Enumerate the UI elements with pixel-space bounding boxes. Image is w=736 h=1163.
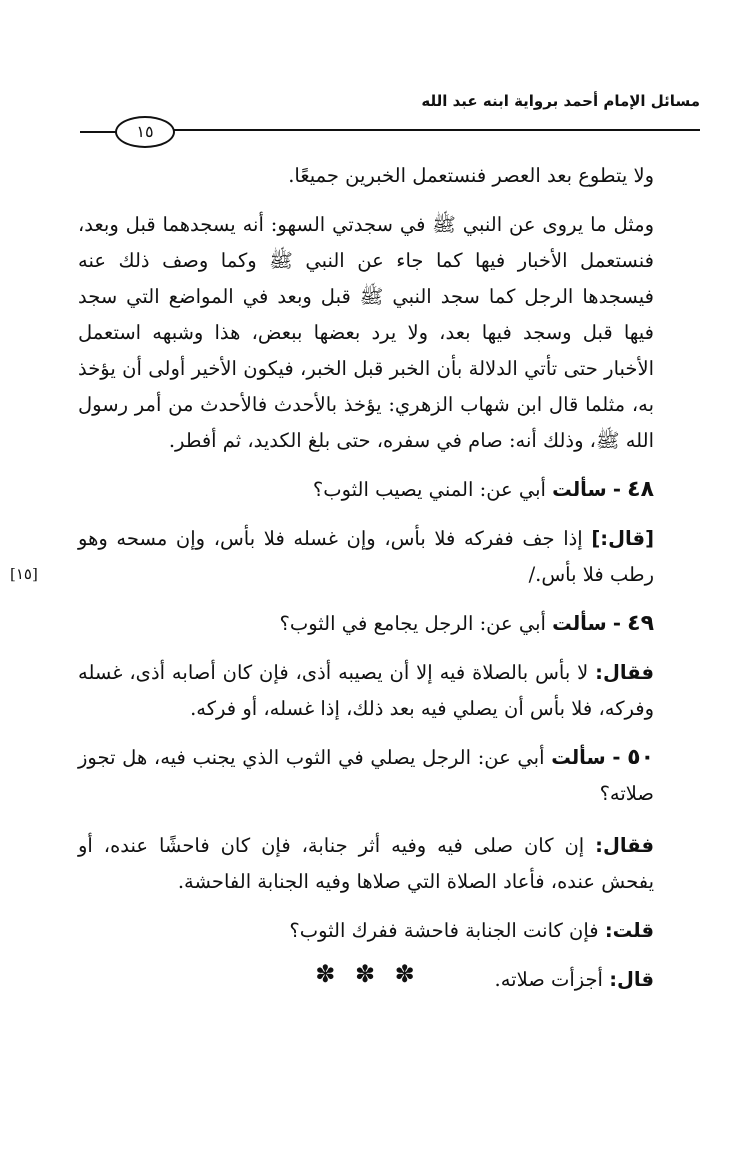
answer-text: أجزأت صلاته. [494, 968, 603, 991]
answer-text: فإن كانت الجنابة فاحشة ففرك الثوب؟ [289, 919, 599, 942]
paragraph: ولا يتطوع بعد العصر فنستعمل الخبرين جميعًا. [288, 164, 654, 187]
margin-page-reference: [١٥] [10, 565, 38, 583]
answer [78, 655, 654, 727]
section-end-ornament: ✽ ✽ ✽ [315, 960, 421, 988]
answer-text: لا بأس بالصلاة فيه إلا أن يصيبه أذى، فإن كان أصابه أذى، غسله وفركه، فلا بأس أن يصلي فيه بعد ذلك، إذا غسله، أو فركه. [78, 661, 654, 720]
header-rule-left [80, 131, 118, 133]
question-label: سألت [552, 478, 607, 501]
question-label: سألت [551, 746, 606, 769]
question-text: أبي عن: الرجل يجامع في الثوب؟ [279, 612, 546, 635]
answer-text: إذا جف ففركه فلا بأس، وإن غسله فلا بأس، وإن مسحه وهو رطب فلا بأس./ [78, 527, 654, 586]
header-rule [118, 129, 700, 131]
answer [78, 521, 654, 593]
question-number: ٤٩ [627, 611, 654, 636]
question-50: ٥٠ - سألت أبي عن: الرجل يصلي في الثوب الذي يجنب فيه، هل تجوز صلاته؟ [78, 745, 655, 805]
question-label: سألت [552, 612, 607, 635]
question-number: ٤٨ [627, 477, 654, 502]
answer-label: قلت: [604, 919, 654, 942]
answer-label: قال: [609, 968, 654, 991]
body-text [78, 158, 654, 998]
paragraph: ومثل ما يروى عن النبي ﷺ في سجدتي السهو: أنه يسجدهما قبل وبعد، فنستعمل الأخبار فيها كما جاء عن النبي ﷺ وكما وصف ذلك عنه فيسجدها الرجل كما سجد النبي ﷺ قبل وبعد في المواضع التي سجد فيها قبل وسجد فيها بعد، ولا يرد بعضها ببعض، هذا وشبهه استعمل الأخبار حتى تأتي الدلالة بأن الخبر قبل الخبر، فيكون الأخير أولى أن يؤخذ به، مثلما قال ابن شهاب الزهري: يؤخذ بالأحدث فالأحدث من أمر رسول الله ﷺ، وذلك أنه: صام في سفره، حتى بلغ الكديد، ثم أفطر. [78, 213, 654, 452]
question-text: أبي عن: الرجل يصلي في الثوب الذي يجنب فيه، هل تجوز صلاته؟ [78, 746, 654, 805]
page-number: ١٥ [115, 116, 175, 148]
question-text: أبي عن: المني يصيب الثوب؟ [312, 478, 546, 501]
follow-up-question [78, 913, 654, 949]
answer-label: فقال: [595, 661, 654, 684]
question-number: ٥٠ [627, 745, 655, 770]
answer-label: فقال: [595, 834, 655, 857]
running-title: مسائل الإمام أحمد برواية ابنه عبد الله [421, 92, 700, 110]
answer-label: [قال:] [591, 527, 654, 550]
question-48: ٤٨ - سألت أبي عن: المني يصيب الثوب؟ [312, 477, 654, 502]
question-49: ٤٩ - سألت أبي عن: الرجل يجامع في الثوب؟ [279, 611, 654, 636]
answer [78, 828, 654, 900]
answer-text: إن كان صلى فيه وفيه أثر جنابة، فإن كان فاحشًا عنده، أو يفحش عنده، فأعاد الصلاة التي صلاها وفيه الجنابة الفاحشة. [78, 834, 654, 893]
